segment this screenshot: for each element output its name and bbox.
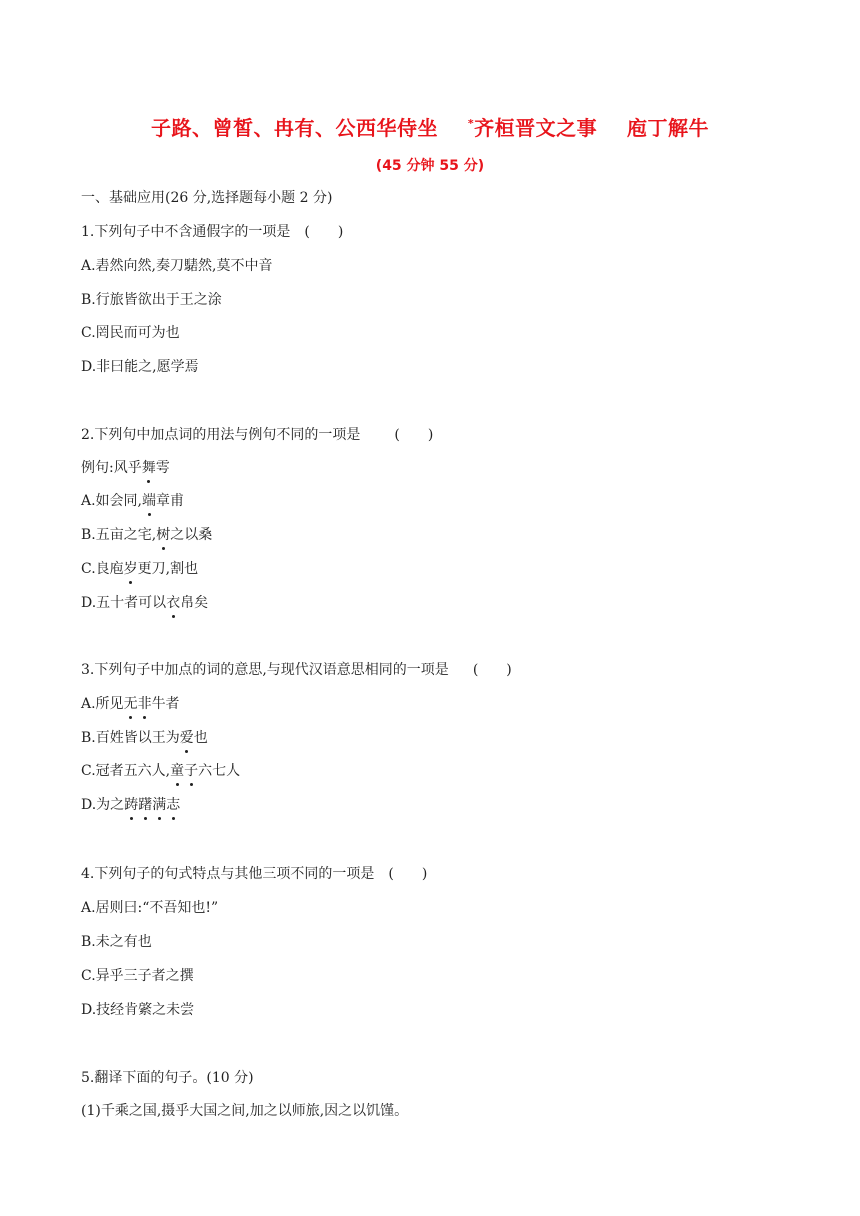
dotted-word: 童 xyxy=(170,763,185,779)
question-3-option-b xyxy=(81,728,208,748)
option-text: 帛矣 xyxy=(180,595,209,611)
dotted-word: 无 xyxy=(123,696,138,712)
option-text: 更刀,割也 xyxy=(137,561,199,577)
question-1-stem xyxy=(81,222,343,242)
question-5-item-1: (1)千乘之国,摄乎大国之间,加之以师旅,因之以饥馑。 xyxy=(81,1103,409,1119)
answer-blank: ( ) xyxy=(394,427,434,443)
dotted-word: 子 xyxy=(184,763,199,779)
question-4-stem xyxy=(81,864,427,884)
question-2-option-b xyxy=(81,525,212,545)
question-3-option-c xyxy=(81,761,240,781)
example-text: 例句:风乎 xyxy=(81,460,142,476)
dotted-word: 衣 xyxy=(166,595,181,611)
question-2-stem xyxy=(81,425,433,445)
question-3-option-d xyxy=(81,795,180,815)
question-3-option-a xyxy=(81,694,180,714)
dotted-word: 树 xyxy=(156,527,171,543)
question-2-example xyxy=(81,458,170,478)
title-part-2: 齐桓晋文之事 xyxy=(474,116,598,140)
dotted-word: 踌 xyxy=(124,797,139,813)
question-1-option-a: A.砉然向然,奏刀騞然,莫不中音 xyxy=(81,258,273,274)
option-text: A.所见 xyxy=(81,696,124,712)
option-text: 之以桑 xyxy=(170,527,213,543)
dotted-word: 爱 xyxy=(179,730,194,746)
dotted-word: 非 xyxy=(137,696,152,712)
question-3-stem xyxy=(81,660,512,680)
example-text: 雩 xyxy=(155,460,170,476)
title-part-1: 子路、曾皙、冉有、公西华侍坐 xyxy=(151,116,438,140)
option-text: A.如会同, xyxy=(81,493,143,509)
question-text: 1.下列句子中不含通假字的一项是 xyxy=(81,224,291,240)
question-5-stem: 5.翻译下面的句子。(10 分) xyxy=(81,1070,254,1086)
option-text: B.百姓皆以王为 xyxy=(81,730,180,746)
question-text: 4.下列句子的句式特点与其他三项不同的一项是 xyxy=(81,866,375,882)
option-text: D.为之 xyxy=(81,797,125,813)
question-4-option-c: C.异乎三子者之撰 xyxy=(81,968,194,984)
question-1-option-c: C.罔民而可为也 xyxy=(81,325,180,341)
question-2-option-a xyxy=(81,491,184,511)
question-2-option-d xyxy=(81,593,208,613)
document-title xyxy=(0,112,860,141)
optional-star-mark: * xyxy=(467,117,475,130)
question-text: 2.下列句中加点词的用法与例句不同的一项是 xyxy=(81,427,361,443)
dotted-word: 躇 xyxy=(138,797,153,813)
option-text: 牛者 xyxy=(151,696,180,712)
dotted-word: 志 xyxy=(166,797,181,813)
question-1-option-d: D.非曰能之,愿学焉 xyxy=(81,359,199,375)
answer-blank: ( ) xyxy=(472,662,512,678)
dotted-word: 岁 xyxy=(123,561,138,577)
option-text: C.良庖 xyxy=(81,561,124,577)
option-text: B.五亩之宅, xyxy=(81,527,157,543)
answer-blank: ( ) xyxy=(388,866,428,882)
title-part-3: 庖丁解牛 xyxy=(626,116,709,140)
answer-blank: ( ) xyxy=(304,224,344,240)
question-4-option-a: A.居则曰:“不吾知也!” xyxy=(81,900,219,916)
question-2-option-c xyxy=(81,559,198,579)
dotted-word: 舞 xyxy=(141,460,156,476)
question-text: 3.下列句子中加点的词的意思,与现代汉语意思相同的一项是 xyxy=(81,662,449,678)
option-text: C.冠者五六人, xyxy=(81,763,171,779)
question-4-option-b: B.未之有也 xyxy=(81,934,152,950)
time-score-subtitle: (45 分钟 55 分) xyxy=(375,158,485,174)
section-heading: 一、基础应用(26 分,选择题每小题 2 分) xyxy=(81,190,333,206)
question-4-option-d: D.技经肯綮之未尝 xyxy=(81,1002,195,1018)
dotted-word: 满 xyxy=(152,797,167,813)
option-text: 六七人 xyxy=(198,763,241,779)
option-text: 章甫 xyxy=(156,493,185,509)
option-text: 也 xyxy=(193,730,208,746)
question-1-option-b: B.行旅皆欲出于王之涂 xyxy=(81,292,222,308)
dotted-word: 端 xyxy=(142,493,157,509)
option-text: D.五十者可以 xyxy=(81,595,167,611)
